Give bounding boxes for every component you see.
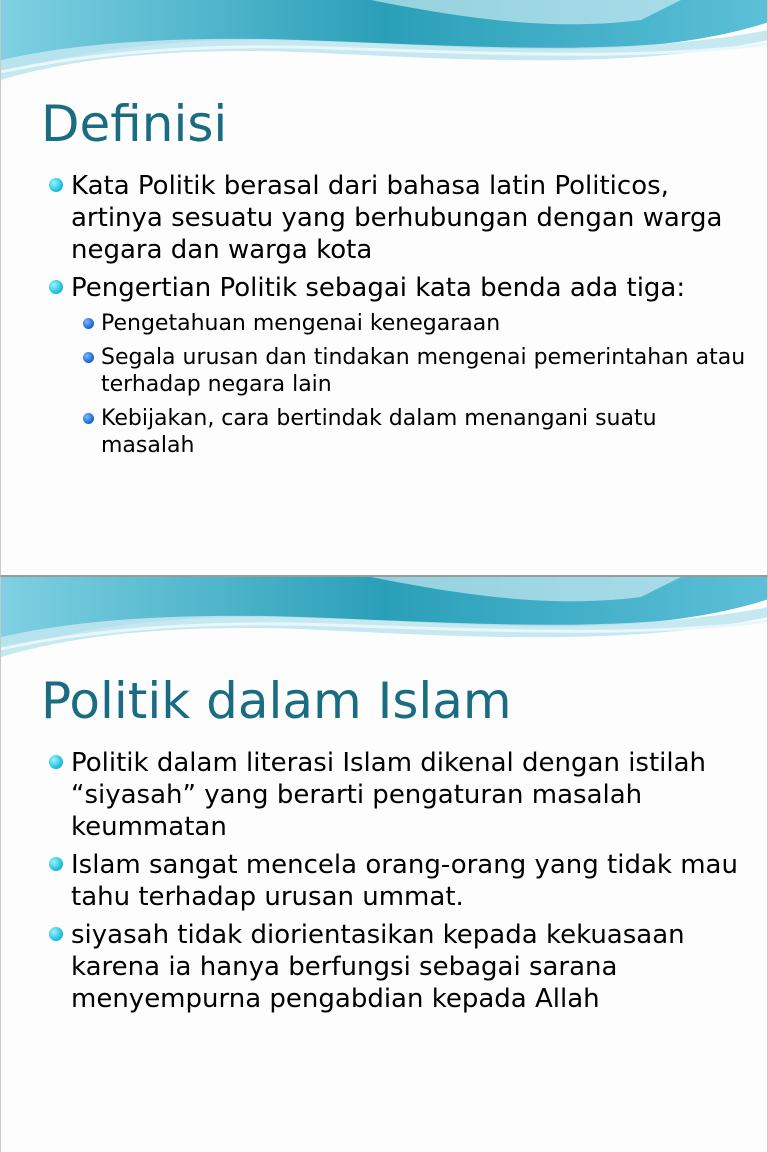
subbullet-text: Segala urusan dan tindakan mengenai pemerintahan atau terhadap negara lain [101,345,746,397]
subbullet-dot-icon [83,318,94,329]
subbullet-text: Pengetahuan mengenai kenegaraan [101,311,501,336]
slide-body [47,747,747,1021]
slide-body [47,170,747,466]
subbullet-dot-icon [83,413,94,424]
subbullet-item [47,310,747,337]
bullet-text: siyasah tidak diorientasikan kepada kekuasaan karena ia hanya berfungsi sebagai sarana menyempurna pengabdian kepada Allah [71,920,685,1014]
bullet-item [47,919,747,1015]
bullet-text: Kata Politik berasal dari bahasa latin Politicos, artinya sesuatu yang berhubungan dengan warga negara dan warga kota [71,171,723,265]
bullet-item [47,272,747,304]
bullet-dot-icon [49,755,63,769]
slide-title: Definisi [41,95,228,153]
wave-header-decoration [1,577,768,667]
bullet-item [47,747,747,843]
bullet-text: Islam sangat mencela orang-orang yang tidak mau tahu terhadap urusan ummat. [71,850,738,912]
bullet-item [47,170,747,266]
bullet-text: Pengertian Politik sebagai kata benda ada tiga: [71,273,686,303]
subbullet-item [47,344,747,398]
bullet-dot-icon [49,178,63,192]
subbullet-item [47,405,747,459]
slide-title: Politik dalam Islam [41,672,512,730]
bullet-item [47,849,747,913]
slide-politik-dalam-islam [0,576,768,1152]
subbullet-text: Kebijakan, cara bertindak dalam menangani suatu masalah [101,406,657,458]
bullet-dot-icon [49,857,63,871]
subbullet-dot-icon [83,352,94,363]
bullet-dot-icon [49,280,63,294]
wave-header-decoration [1,0,768,90]
bullet-dot-icon [49,927,63,941]
bullet-text: Politik dalam literasi Islam dikenal dengan istilah “siyasah” yang berarti pengaturan masalah keummatan [71,748,707,842]
